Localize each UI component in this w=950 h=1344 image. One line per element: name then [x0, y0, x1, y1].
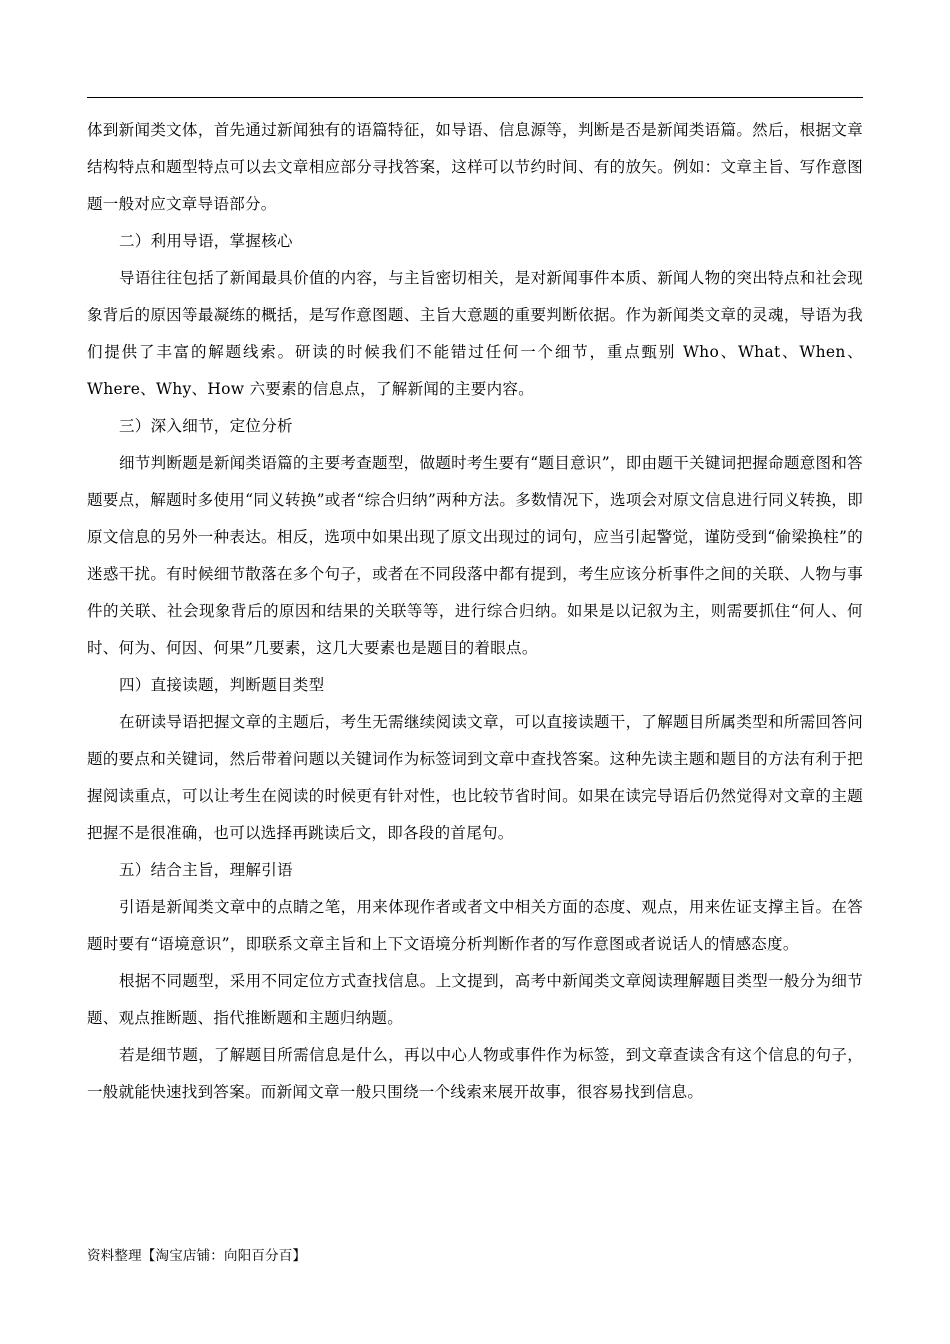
header-rule: [87, 97, 863, 98]
paragraph-read-questions: 在研读导语把握文章的主题后，考生无需继续阅读文章，可以直接读题干，了解题目所属类型和所需回答问题的要点和关键词，然后带着问题以关键词作为标签词到文章中查找答案。这种先读主题和题目的方法有利于把握阅读重点，可以让考生在阅读的时候更有针对性，也比较节省时间。如果在读完导语后仍然觉得对文章的主题把握不是很准确，也可以选择再跳读后文，即各段的首尾句。: [87, 713, 863, 842]
paragraph-lead: 导语往往包括了新闻最具价值的内容，与主旨密切相关，是对新闻事件本质、新闻人物的突出特点和社会现象背后的原因等最凝练的概括，是写作意图题、主旨大意题的重要判断依据。作为新闻类文章的灵魂，导语为我们提供了丰富的解题线索。研读的时候我们不能错过任何一个细节，重点甄别 Who、What、When、Where、Why、How 六要素的信息点，了解新闻的主要内容。: [87, 269, 863, 398]
paragraph-quotes: 引语是新闻类文章中的点睛之笔，用来体现作者或者文中相关方面的态度、观点，用来佐证支撑主旨。在答题时要有“语境意识”，即联系文章主旨和上下文语境分析判断作者的写作意图或者说话人的情感态度。: [87, 898, 863, 953]
paragraph-intro-continuation: 体到新闻类文体，首先通过新闻独有的语篇特征，如导语、信息源等，判断是否是新闻类语篇。然后，根据文章结构特点和题型特点可以去文章相应部分寻找答案，这样可以节约时间、有的放矢。例如：文章主旨、写作意图题一般对应文章导语部分。: [87, 121, 863, 213]
section-heading-4: 四）直接读题，判断题目类型: [119, 676, 325, 694]
section-heading-2: 二）利用导语，掌握核心: [119, 232, 293, 250]
paragraph-detail: 细节判断题是新闻类语篇的主要考查题型，做题时考生要有“题目意识”，即由题干关键词把握命题意图和答题要点，解题时多使用“同义转换”或者“综合归纳”两种方法。多数情况下，选项会对原文信息进行同义转换，即原文信息的另外一种表达。相反，选项中如果出现了原文出现过的词句，应当引起警觉，谨防受到“偷梁换柱”的迷惑干扰。有时候细节散落在多个句子，或者在不同段落中都有提到，考生应该分析事件之间的关联、人物与事件的关联、社会现象背后的原因和结果的关联等等，进行综合归纳。如果是以记叙为主，则需要抓住“何人、何时、何为、何因、何果”几要素，这几大要素也是题目的着眼点。: [87, 454, 863, 657]
section-heading-3: 三）深入细节，定位分析: [119, 417, 293, 435]
paragraph-detail-questions: 若是细节题，了解题目所需信息是什么，再以中心人物或事件作为标签，到文章查读含有这个信息的句子，一般就能快速找到答案。而新闻文章一般只围绕一个线索来展开故事，很容易找到信息。: [87, 1046, 863, 1101]
section-heading-5: 五）结合主旨，理解引语: [119, 861, 293, 879]
document-body: [87, 112, 863, 1111]
paragraph-question-types: 根据不同题型，采用不同定位方式查找信息。上文提到，高考中新闻类文章阅读理解题目类型一般分为细节题、观点推断题、指代推断题和主题归纳题。: [87, 972, 863, 1027]
page-footer: 资料整理【淘宝店铺：向阳百分百】: [87, 1248, 307, 1264]
